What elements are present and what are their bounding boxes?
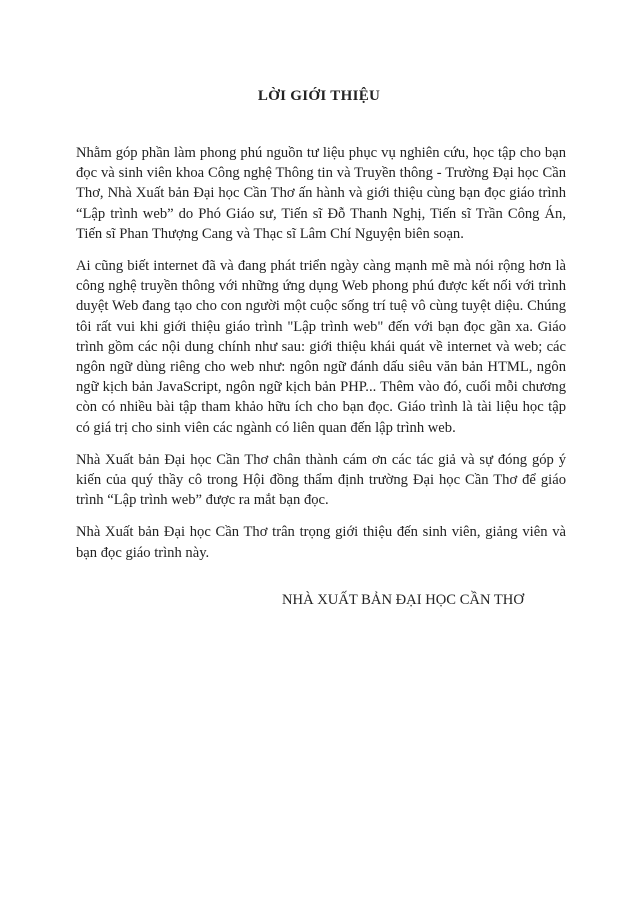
page-title: LỜI GIỚI THIỆU	[257, 88, 381, 104]
document-body	[76, 143, 566, 575]
paragraph-content: Ai cũng biết internet đã và đang phát triển ngày càng mạnh mẽ mà nói rộng hơn là công nghệ truyền thông với những ứng dụng Web phong phú được kết nối với trình duyệt Web đang tạo cho con người một cuộc sống trí tuệ vô cùng tuyệt diệu. Chúng tôi rất vui khi giới thiệu giáo trình "Lập trình web" đến với bạn đọc gần xa. Giáo trình gồm các nội dung chính như sau: giới thiệu khái quát về internet và web; các ngôn ngữ dùng riêng cho web như: ngôn ngữ đánh dấu siêu văn bản HTML, ngôn ngữ kịch bản JavaScript, ngôn ngữ kịch bản PHP... Thêm vào đó, cuối mỗi chương còn có nhiều bài tập tham khảo hữu ích cho bạn đọc. Giáo trình là tài liệu học tập có giá trị cho sinh viên các ngành có liên quan đến lập trình web.	[76, 258, 566, 436]
paragraph-thanks: Nhà Xuất bản Đại học Cần Thơ chân thành cám ơn các tác giả và sự đóng góp ý kiến của quý thầy cô trong Hội đồng thẩm định trường Đại học Cần Thơ để giáo trình “Lập trình web” được ra mắt bạn đọc.	[76, 451, 566, 509]
paragraph-closing: Nhà Xuất bản Đại học Cần Thơ trân trọng giới thiệu đến sinh viên, giảng viên và bạn đọc giáo trình này.	[76, 524, 566, 561]
publisher-signature: NHÀ XUẤT BẢN ĐẠI HỌC CẦN THƠ	[282, 592, 524, 608]
paragraph-intro: Nhằm góp phần làm phong phú nguồn tư liệu phục vụ nghiên cứu, học tập cho bạn đọc và sinh viên khoa Công nghệ Thông tin và Truyền thông - Trường Đại học Cần Thơ, Nhà Xuất bản Đại học Cần Thơ ấn hành và giới thiệu cùng bạn đọc giáo trình “Lập trình web” do Phó Giáo sư, Tiến sĩ Đỗ Thanh Nghị, Tiến sĩ Trần Công Án, Tiến sĩ Phan Thượng Cang và Thạc sĩ Lâm Chí Nguyện biên soạn.	[76, 145, 566, 242]
